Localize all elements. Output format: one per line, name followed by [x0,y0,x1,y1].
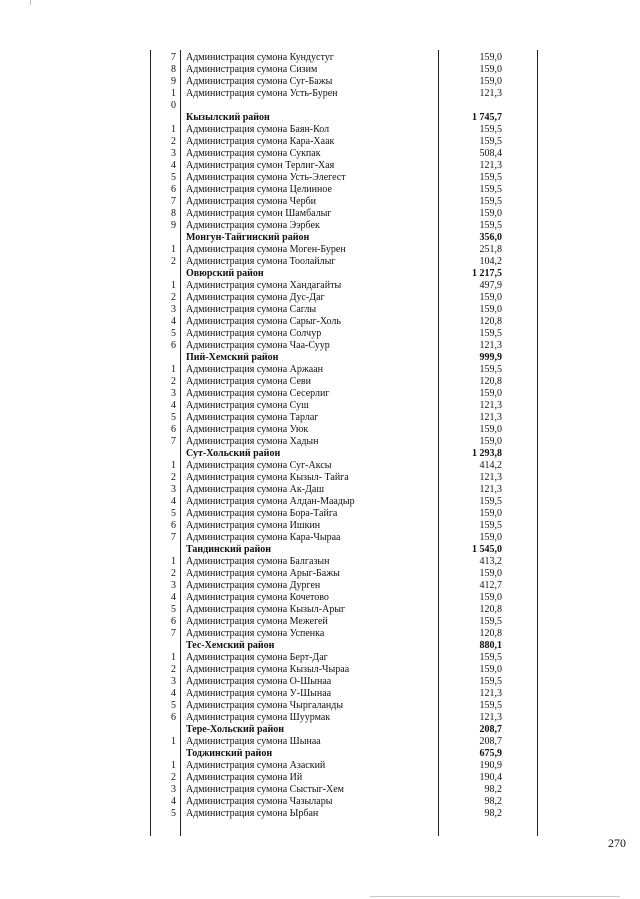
row-number: 6 [171,712,176,723]
table-row [0,292,640,304]
table-row [0,52,640,64]
row-number: 1 [171,280,176,291]
row-number: 6 [171,184,176,195]
table-row [0,148,640,160]
table-row [0,604,640,616]
row-number: 3 [171,304,176,315]
row-value: 251,8 [479,244,502,255]
row-number: 1 [171,556,176,567]
row-value: 159,5 [479,652,502,663]
row-name: Администрация сумона Баян-Кол [186,124,330,135]
row-name: Администрация сумона Моген-Бурен [186,244,346,255]
row-number: 8 [171,64,176,75]
table-row [0,184,640,196]
row-name: Администрация сумона Аржаан [186,364,324,375]
row-value: 159,5 [479,220,502,231]
table-row [0,400,640,412]
row-name: Администрация сумона Целинное [186,184,332,195]
row-number: 1 [171,88,176,99]
scan-mark [30,0,31,5]
page-number: 270 [608,836,626,850]
table-row [0,460,640,472]
table-row [0,760,640,772]
row-value: 159,0 [479,568,502,579]
row-value: 190,9 [479,760,502,771]
row-name: Администрация сумона Ырбан [186,808,319,819]
table-row [0,412,640,424]
row-number: 0 [171,100,176,111]
row-number: 2 [171,772,176,783]
row-name: Администрация сумона У-Шынаа [186,688,332,699]
row-name: Администрация сумона Азаский [186,760,326,771]
row-value: 159,0 [479,532,502,543]
row-value: 159,5 [479,196,502,207]
row-number: 1 [171,736,176,747]
table-row [0,616,640,628]
table-row [0,496,640,508]
row-number: 2 [171,256,176,267]
row-name: Администрация сумона Дурген [186,580,321,591]
row-value: 412,7 [479,580,502,591]
table-row [0,64,640,76]
row-number: 1 [171,124,176,135]
row-number: 9 [171,76,176,87]
row-name: Администрация сумона Чаа-Суур [186,340,330,351]
table-row [0,520,640,532]
table-row [0,244,640,256]
table-row [0,784,640,796]
row-number: 3 [171,676,176,687]
table-row [0,316,640,328]
row-number: 4 [171,496,176,507]
row-value: 159,0 [479,424,502,435]
row-number: 5 [171,700,176,711]
row-name: Администрация сумона Хадын [186,436,319,447]
row-value: 98,2 [484,796,502,807]
row-name: Администрация сумона Усть-Бурен [186,88,338,99]
row-name: Администрация сумона Тарлаг [186,412,319,423]
row-value: 159,0 [479,292,502,303]
row-name: Пий-Хемский район [186,352,279,363]
district-row [0,232,640,244]
row-value: 159,5 [479,172,502,183]
table-row [0,664,640,676]
row-number: 1 [171,244,176,255]
table-row [0,256,640,268]
table-row [0,160,640,172]
table-row [0,340,640,352]
row-value: 98,2 [484,808,502,819]
row-name: Администрация сумона Дус-Даг [186,292,325,303]
row-value: 159,0 [479,436,502,447]
row-name: Администрация сумона Кундустуг [186,52,334,63]
row-number: 4 [171,400,176,411]
table-row [0,172,640,184]
row-name: Кызылский район [186,112,270,123]
row-value: 121,3 [479,160,502,171]
row-name: Администрация сумона Арыг-Бажы [186,568,340,579]
table-row [0,532,640,544]
row-name: Овюрский район [186,268,264,279]
district-row [0,748,640,760]
row-value: 121,3 [479,712,502,723]
table-row [0,700,640,712]
row-name: Тес-Хемский район [186,640,275,651]
table-row [0,808,640,820]
row-name: Администрация сумона Межегей [186,616,328,627]
row-number: 2 [171,136,176,147]
row-value: 159,0 [479,592,502,603]
district-row [0,112,640,124]
row-value: 1 545,0 [472,544,502,555]
row-name: Администрация сумон Терлиг-Хая [186,160,335,171]
row-number: 3 [171,580,176,591]
row-name: Администрация сумона Бора-Тайга [186,508,338,519]
row-name: Администрация сумона Сыстыг-Хем [186,784,344,795]
bottom-scan-line [370,896,620,897]
row-name: Администрация сумона Чыргаланды [186,700,344,711]
row-name: Администрация сумона Алдан-Маадыр [186,496,355,507]
district-row [0,448,640,460]
table-row [0,568,640,580]
district-row [0,268,640,280]
row-name: Тоджинский район [186,748,273,759]
row-name: Администрация сумона О-Шынаа [186,676,332,687]
row-number: 3 [171,784,176,795]
row-name: Администрация сумона Сарыг-Холь [186,316,341,327]
row-name: Администрация сумона Севи [186,376,311,387]
district-row [0,352,640,364]
row-value: 159,5 [479,496,502,507]
row-value: 508,4 [479,148,502,159]
row-name: Администрация сумона Саглы [186,304,317,315]
row-name: Сут-Хольский район [186,448,281,459]
row-value: 208,7 [479,724,502,735]
row-number: 4 [171,160,176,171]
row-value: 159,5 [479,676,502,687]
row-value: 159,0 [479,664,502,675]
row-name: Администрация сумона Черби [186,196,317,207]
row-name: Администрация сумона Уюк [186,424,309,435]
row-value: 159,0 [479,52,502,63]
row-number: 2 [171,664,176,675]
row-number: 2 [171,568,176,579]
row-number: 7 [171,628,176,639]
row-name: Администрация сумона Ээрбек [186,220,320,231]
row-value: 104,2 [479,256,502,267]
row-name: Администрация сумона Кызыл- Тайга [186,472,349,483]
row-number: 6 [171,616,176,627]
row-value: 121,3 [479,412,502,423]
row-value: 159,5 [479,520,502,531]
table-row [0,304,640,316]
row-value: 121,3 [479,88,502,99]
row-value: 121,3 [479,340,502,351]
row-number: 9 [171,220,176,231]
row-name: Администрация сумона Ак-Даш [186,484,325,495]
row-name: Администрация сумона Берт-Даг [186,652,328,663]
table-row [0,208,640,220]
row-value: 159,0 [479,388,502,399]
row-value: 190,4 [479,772,502,783]
row-name: Администрация сумона Суш [186,400,309,411]
table-row [0,736,640,748]
row-name: Монгун-Тайгинский район [186,232,310,243]
row-number: 2 [171,376,176,387]
row-name: Администрация сумона Сукпак [186,148,321,159]
row-name: Администрация сумона Кызыл-Чыраа [186,664,350,675]
row-value: 497,9 [479,280,502,291]
row-number: 3 [171,484,176,495]
row-number: 7 [171,532,176,543]
row-number: 4 [171,796,176,807]
row-number: 4 [171,688,176,699]
row-name: Администрация сумона Тоолайлыг [186,256,336,267]
row-number: 3 [171,148,176,159]
row-value: 413,2 [479,556,502,567]
row-number: 2 [171,472,176,483]
row-value: 121,3 [479,400,502,411]
row-name: Администрация сумона Кызыл-Арыг [186,604,346,615]
row-number: 1 [171,652,176,663]
row-name: Администрация сумона Хандагайты [186,280,342,291]
row-name: Администрация сумона Успенка [186,628,325,639]
row-value: 120,8 [479,604,502,615]
row-value: 159,5 [479,124,502,135]
row-number: 4 [171,316,176,327]
row-value: 208,7 [479,736,502,747]
district-row [0,640,640,652]
row-name: Администрация сумона Суг-Аксы [186,460,332,471]
row-number: 1 [171,460,176,471]
row-name: Администрация сумон Шамбалыг [186,208,332,219]
row-number: 5 [171,604,176,615]
row-number: 7 [171,52,176,63]
table-row [0,628,640,640]
row-value: 1 745,7 [472,112,502,123]
row-number: 6 [171,424,176,435]
row-number: 5 [171,508,176,519]
district-row [0,544,640,556]
table-row [0,436,640,448]
row-name: Администрация сумона Солчур [186,328,322,339]
row-number: 4 [171,592,176,603]
row-name: Администрация сумона Кара-Чыраа [186,532,341,543]
row-value: 120,8 [479,316,502,327]
row-value: 159,0 [479,208,502,219]
row-value: 159,0 [479,76,502,87]
district-row [0,724,640,736]
row-value: 121,3 [479,472,502,483]
row-value: 159,5 [479,136,502,147]
row-value: 121,3 [479,484,502,495]
row-value: 159,0 [479,64,502,75]
table-row [0,472,640,484]
table-row [0,364,640,376]
table-row [0,508,640,520]
row-value: 880,1 [479,640,502,651]
row-value: 120,8 [479,628,502,639]
table-row [0,712,640,724]
row-number: 2 [171,292,176,303]
row-number: 7 [171,436,176,447]
row-value: 675,9 [479,748,502,759]
row-name: Администрация сумона Кочетово [186,592,329,603]
table-row [0,772,640,784]
table-row [0,196,640,208]
row-value: 159,0 [479,508,502,519]
table-row [0,796,640,808]
table-row [0,592,640,604]
row-value: 356,0 [479,232,502,243]
row-name: Администрация сумона Усть-Элегест [186,172,346,183]
row-value: 414,2 [479,460,502,471]
table-row [0,88,640,100]
table-row [0,328,640,340]
row-name: Администрация сумона Суг-Бажы [186,76,333,87]
row-value: 98,2 [484,784,502,795]
row-value: 1 293,8 [472,448,502,459]
row-name: Тере-Хольский район [186,724,285,735]
row-value: 159,5 [479,364,502,375]
row-number: 7 [171,196,176,207]
row-value: 159,5 [479,184,502,195]
row-number: 6 [171,340,176,351]
table-row [0,424,640,436]
table-row [0,556,640,568]
table-row [0,220,640,232]
table-row [0,124,640,136]
table-row [0,100,640,112]
row-value: 159,0 [479,304,502,315]
row-number: 5 [171,412,176,423]
row-name: Администрация сумона Ишкин [186,520,321,531]
row-number: 3 [171,388,176,399]
row-number: 1 [171,760,176,771]
allocation-table [0,52,640,820]
row-number: 8 [171,208,176,219]
table-row [0,388,640,400]
row-name: Администрация сумона Шынаа [186,736,321,747]
row-name: Администрация сумона Сесерлиг [186,388,330,399]
row-name: Администрация сумона Шуурмак [186,712,331,723]
table-row [0,652,640,664]
row-name: Администрация сумона Кара-Хаак [186,136,335,147]
table-row [0,136,640,148]
row-value: 120,8 [479,376,502,387]
row-value: 999,9 [479,352,502,363]
table-row [0,484,640,496]
row-value: 159,5 [479,328,502,339]
row-name: Администрация сумона Сизим [186,64,318,75]
table-row [0,76,640,88]
row-value: 159,5 [479,700,502,711]
row-name: Администрация сумона Ий [186,772,303,783]
row-name: Администрация сумона Чазылары [186,796,333,807]
row-number: 1 [171,364,176,375]
table-row [0,376,640,388]
row-name: Администрация сумона Балгазын [186,556,330,567]
row-value: 1 217,5 [472,268,502,279]
table-row [0,688,640,700]
table-row [0,580,640,592]
row-value: 121,3 [479,688,502,699]
row-number: 5 [171,172,176,183]
row-number: 5 [171,328,176,339]
table-row [0,280,640,292]
row-value: 159,5 [479,616,502,627]
row-number: 5 [171,808,176,819]
row-number: 6 [171,520,176,531]
table-row [0,676,640,688]
row-name: Тандинский район [186,544,272,555]
